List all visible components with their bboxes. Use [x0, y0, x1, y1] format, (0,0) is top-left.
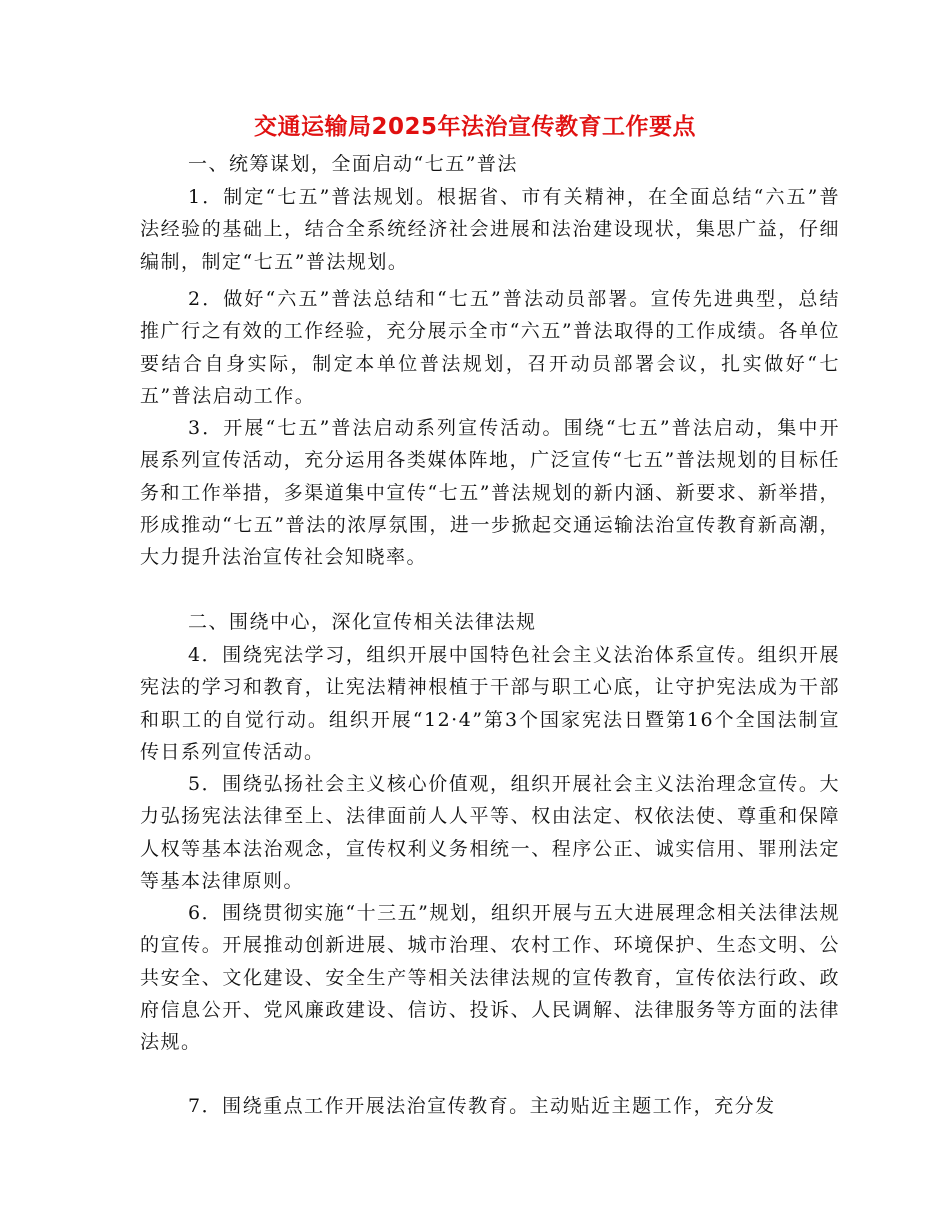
- section-heading-2: 二、围绕中心，深化宣传相关法律法规: [188, 611, 537, 633]
- paragraph-2: 2．做好“六五”普法总结和“七五”普法动员部署。宣传先进典型，总结推广行之有效的工作经验，充分展示全市“六五”普法取得的工作成绩。各单位要结合自身实际，制定本单位普法规划，召开动员部署会议，扎实做好“七五”普法启动工作。: [140, 288, 840, 407]
- paragraph-1: 1．制定“七五”普法规划。根据省、市有关精神，在全面总结“六五”普法经验的基础上，结合全系统经济社会进展和法治建设现状，集思广益，仔细编制，制定“七五”普法规划。: [140, 186, 840, 273]
- paragraph-3: 3．开展“七五”普法启动系列宣传活动。围绕“七五”普法启动，集中开展系列宣传活动，充分运用各类媒体阵地，广泛宣传“七五”普法规划的目标任务和工作举措，多渠道集中宣传“七五”普法规划的新内涵、新要求、新举措，形成推动“七五”普法的浓厚氛围，进一步掀起交通运输法治宣传教育新高潮，大力提升法治宣传社会知晓率。: [140, 417, 840, 569]
- paragraph-4: 4．围绕宪法学习，组织开展中国特色社会主义法治体系宣传。组织开展宪法的学习和教育，让宪法精神根植于干部与职工心底，让守护宪法成为干部和职工的自觉行动。组织开展“12·4”第3个国家宪法日暨第16个全国法制宣传日系列宣传活动。: [140, 644, 840, 763]
- paragraph-6: 6．围绕贯彻实施“十三五”规划，组织开展与五大进展理念相关法律法规的宣传。开展推动创新进展、城市治理、农村工作、环境保护、生态文明、公共安全、文化建设、安全生产等相关法律法规的宣传教育，宣传依法行政、政府信息公开、党风廉政建设、信访、投诉、人民调解、法律服务等方面的法律法规。: [140, 902, 840, 1054]
- paragraph-5: 5．围绕弘扬社会主义核心价值观，组织开展社会主义法治理念宣传。大力弘扬宪法法律至上、法律面前人人平等、权由法定、权依法使、尊重和保障人权等基本法治观念，宣传权利义务相统一、程序公正、诚实信用、罪刑法定等基本法律原则。: [140, 773, 840, 892]
- paragraph-7: 7．围绕重点工作开展法治宣传教育。主动贴近主题工作，充分发: [188, 1095, 776, 1117]
- section-heading-1: 一、统筹谋划，全面启动“七五”普法: [188, 153, 518, 175]
- document-title: 交通运输局2025年法治宣传教育工作要点: [253, 114, 696, 140]
